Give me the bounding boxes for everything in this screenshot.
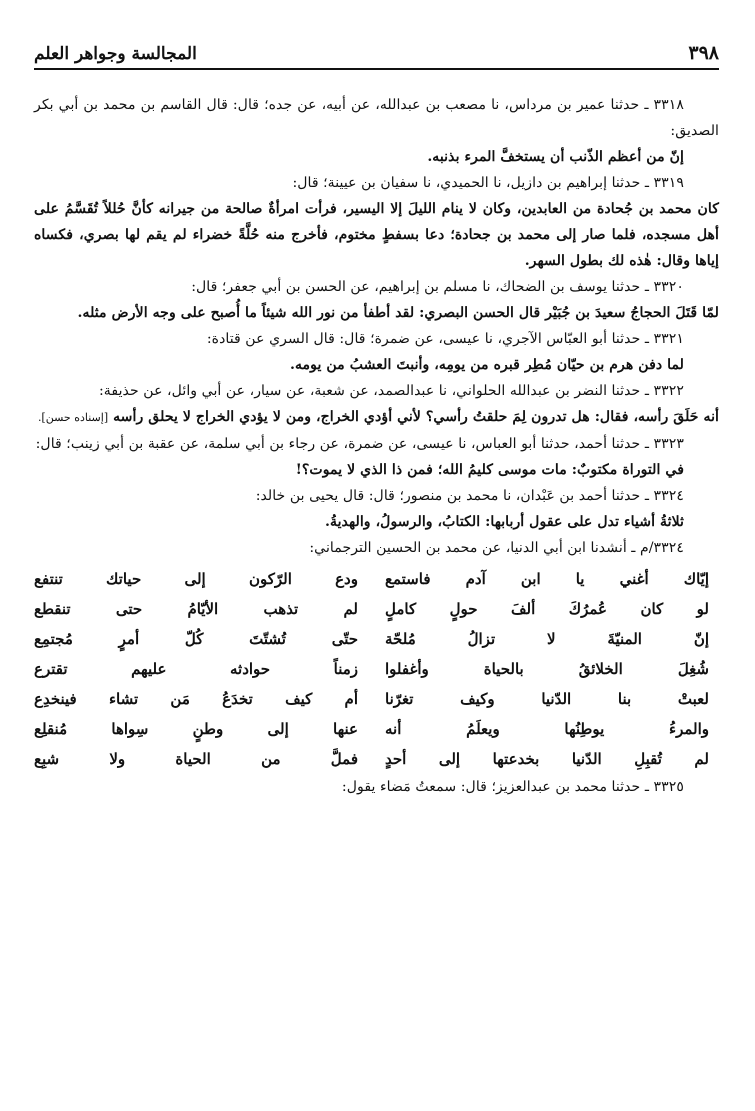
matn-paragraph: في التوراة مكتوبٌ: مات موسى كليمُ الله؛ فمن ذا الذي لا يموت؟! [295,462,684,478]
poem-verse [34,564,709,594]
matn-paragraph: لما دفن هرم بن حيّان مُطِر قبره من يومِه، وأنبتَ العشبُ من يومه. [290,357,684,373]
poem-verse [34,714,709,744]
matn-paragraph: كان محمد بن جُحادة من العابدين، وكان لا ينام الليلَ إلا اليسير، فرأت امرأةٌ صالحة من جيرانه كأنَّ حُللاً تُقَسَّمُ على أهل مسجده، فلما صار إلى محمد بن جحادة؛ دعا بسفطٍ مختوم، فأخرج منه حُلَّةً خضراء لم يقم لها بصري، فكساه إياها وقال: هٰذه لك بطول السهر. [34,201,719,269]
isnad-paragraph: ٣٣٢٤ ـ حدثنا أحمد بن عَبْدان، نا محمد بن منصور؛ قال: قال يحيى بن خالد: [255,488,684,504]
second-hemistich: أم كيف تخدَعُ مَن تشاء فينخدِع [34,690,358,708]
isnad-paragraph: ٣٣٢١ ـ حدثنا أبو العبّاس الآجري، نا عيسى، عن ضمرة؛ قال: قال السري عن قتادة: [206,331,684,347]
isnad-paragraph: ٣٣٢٣ ـ حدثنا أحمد، حدثنا أبو العباس، نا عيسى، عن ضمرة، عن رجاء بن أبي سلمة، عن عقبة بن أبي زينب؛ قال: [35,436,684,452]
poem [34,564,709,774]
first-hemistich: إيّاك أغني يا ابن آدم فاستمع [385,570,709,588]
poem-verse [34,624,709,654]
running-title: المجالسة وجواهر العلم [34,44,197,64]
first-hemistich: إنّ المنيّةَ لا تزالُ مُلحّة [385,630,709,648]
poem-verse [34,654,709,684]
second-hemistich: حتّى تُشتّتَ كُلّ أمرٍ مُجتمِع [34,630,358,648]
second-hemistich: لم تذهب الأيّامُ حتى تنقطع [34,600,358,618]
first-hemistich: شُغِلَ الخلائقُ بالحياة وأغفلوا [385,660,709,678]
second-hemistich: فملَّ من الحياة ولا شبِع [34,750,358,768]
isnad-paragraph: ٣٣٢٥ ـ حدثنا محمد بن عبدالعزيز؛ قال: سمعتُ مَضاء يقول: [341,779,684,795]
first-hemistich: والمرءُ يوطِنُها ويعلَمُ أنه [385,720,709,738]
second-hemistich: زمناً حوادثه عليهم تقترع [34,660,358,678]
isnad-grade: [إسناده حسن]. [37,411,109,424]
isnad-paragraph: ٣٣١٨ ـ حدثنا عمير بن مرداس، نا مصعب بن عبدالله، عن أبيه، عن جده؛ قال: قال القاسم بن محمد بن أبي بكر الصديق: [34,97,719,139]
first-hemistich: لو كان عُمرُكَ ألفَ حولٍ كاملٍ [385,600,709,618]
second-hemistich: ودع الرّكون إلى حياتك تنتفع [34,570,358,588]
isnad-paragraph: ٣٣٢٠ ـ حدثنا يوسف بن الضحاك، نا مسلم بن إبراهيم، عن الحسن بن أبي جعفر؛ قال: [191,279,684,295]
first-hemistich: لعبتْ بنا الدّنيا وكيف تغرّنا [385,690,709,708]
matn-text: أنه حَلَقَ رأسه، فقال: هل تدرون لِمَ حلقتُ رأسي؟ لأني أؤدي الخراج، ومن لا يؤدي الخراج لا يحلق رأسه [113,409,719,425]
second-hemistich: عنها إلى وطنٍ سِواها مُنقلِع [34,720,358,738]
page-header [34,30,719,70]
matn-paragraph: إنّ من أعظم الذّنب أن يستخفَّ المرء بذنبه. [427,149,684,165]
page-body [34,92,719,800]
matn-paragraph: ثلاثةُ أشياء تدل على عقول أربابها: الكتابُ، والرسولُ، والهديةُ. [325,514,684,530]
first-hemistich: لم تُقبِلِ الدّنيا بخدعتها إلى أحدٍ [385,750,709,768]
matn-paragraph: لمّا قَتَلَ الحجاجُ سعيدَ بن جُبَيْر قال الحسن البصري: لقد أطفأ من نور الله شيئاً ما أُصبح على وجه الأرض مثله. [77,305,719,321]
poem-verse [34,684,709,714]
poem-verse [34,744,709,774]
isnad-paragraph: ٣٣١٩ ـ حدثنا إبراهيم بن دازيل، نا الحميدي، نا سفيان بن عيينة؛ قال: [292,175,684,191]
matn-paragraph [34,404,719,431]
poem-verse [34,594,709,624]
isnad-paragraph: ٣٣٢٤/م ـ أنشدنا ابن أبي الدنيا، عن محمد بن الحسين الترجماني: [309,540,684,556]
isnad-paragraph: ٣٣٢٢ ـ حدثنا النضر بن عبدالله الحلواني، نا عبدالصمد، عن شعبة، عن سيار، عن أبي وائل، عن حذيفة: [99,383,684,399]
page-number: ٣٩٨ [688,42,719,64]
